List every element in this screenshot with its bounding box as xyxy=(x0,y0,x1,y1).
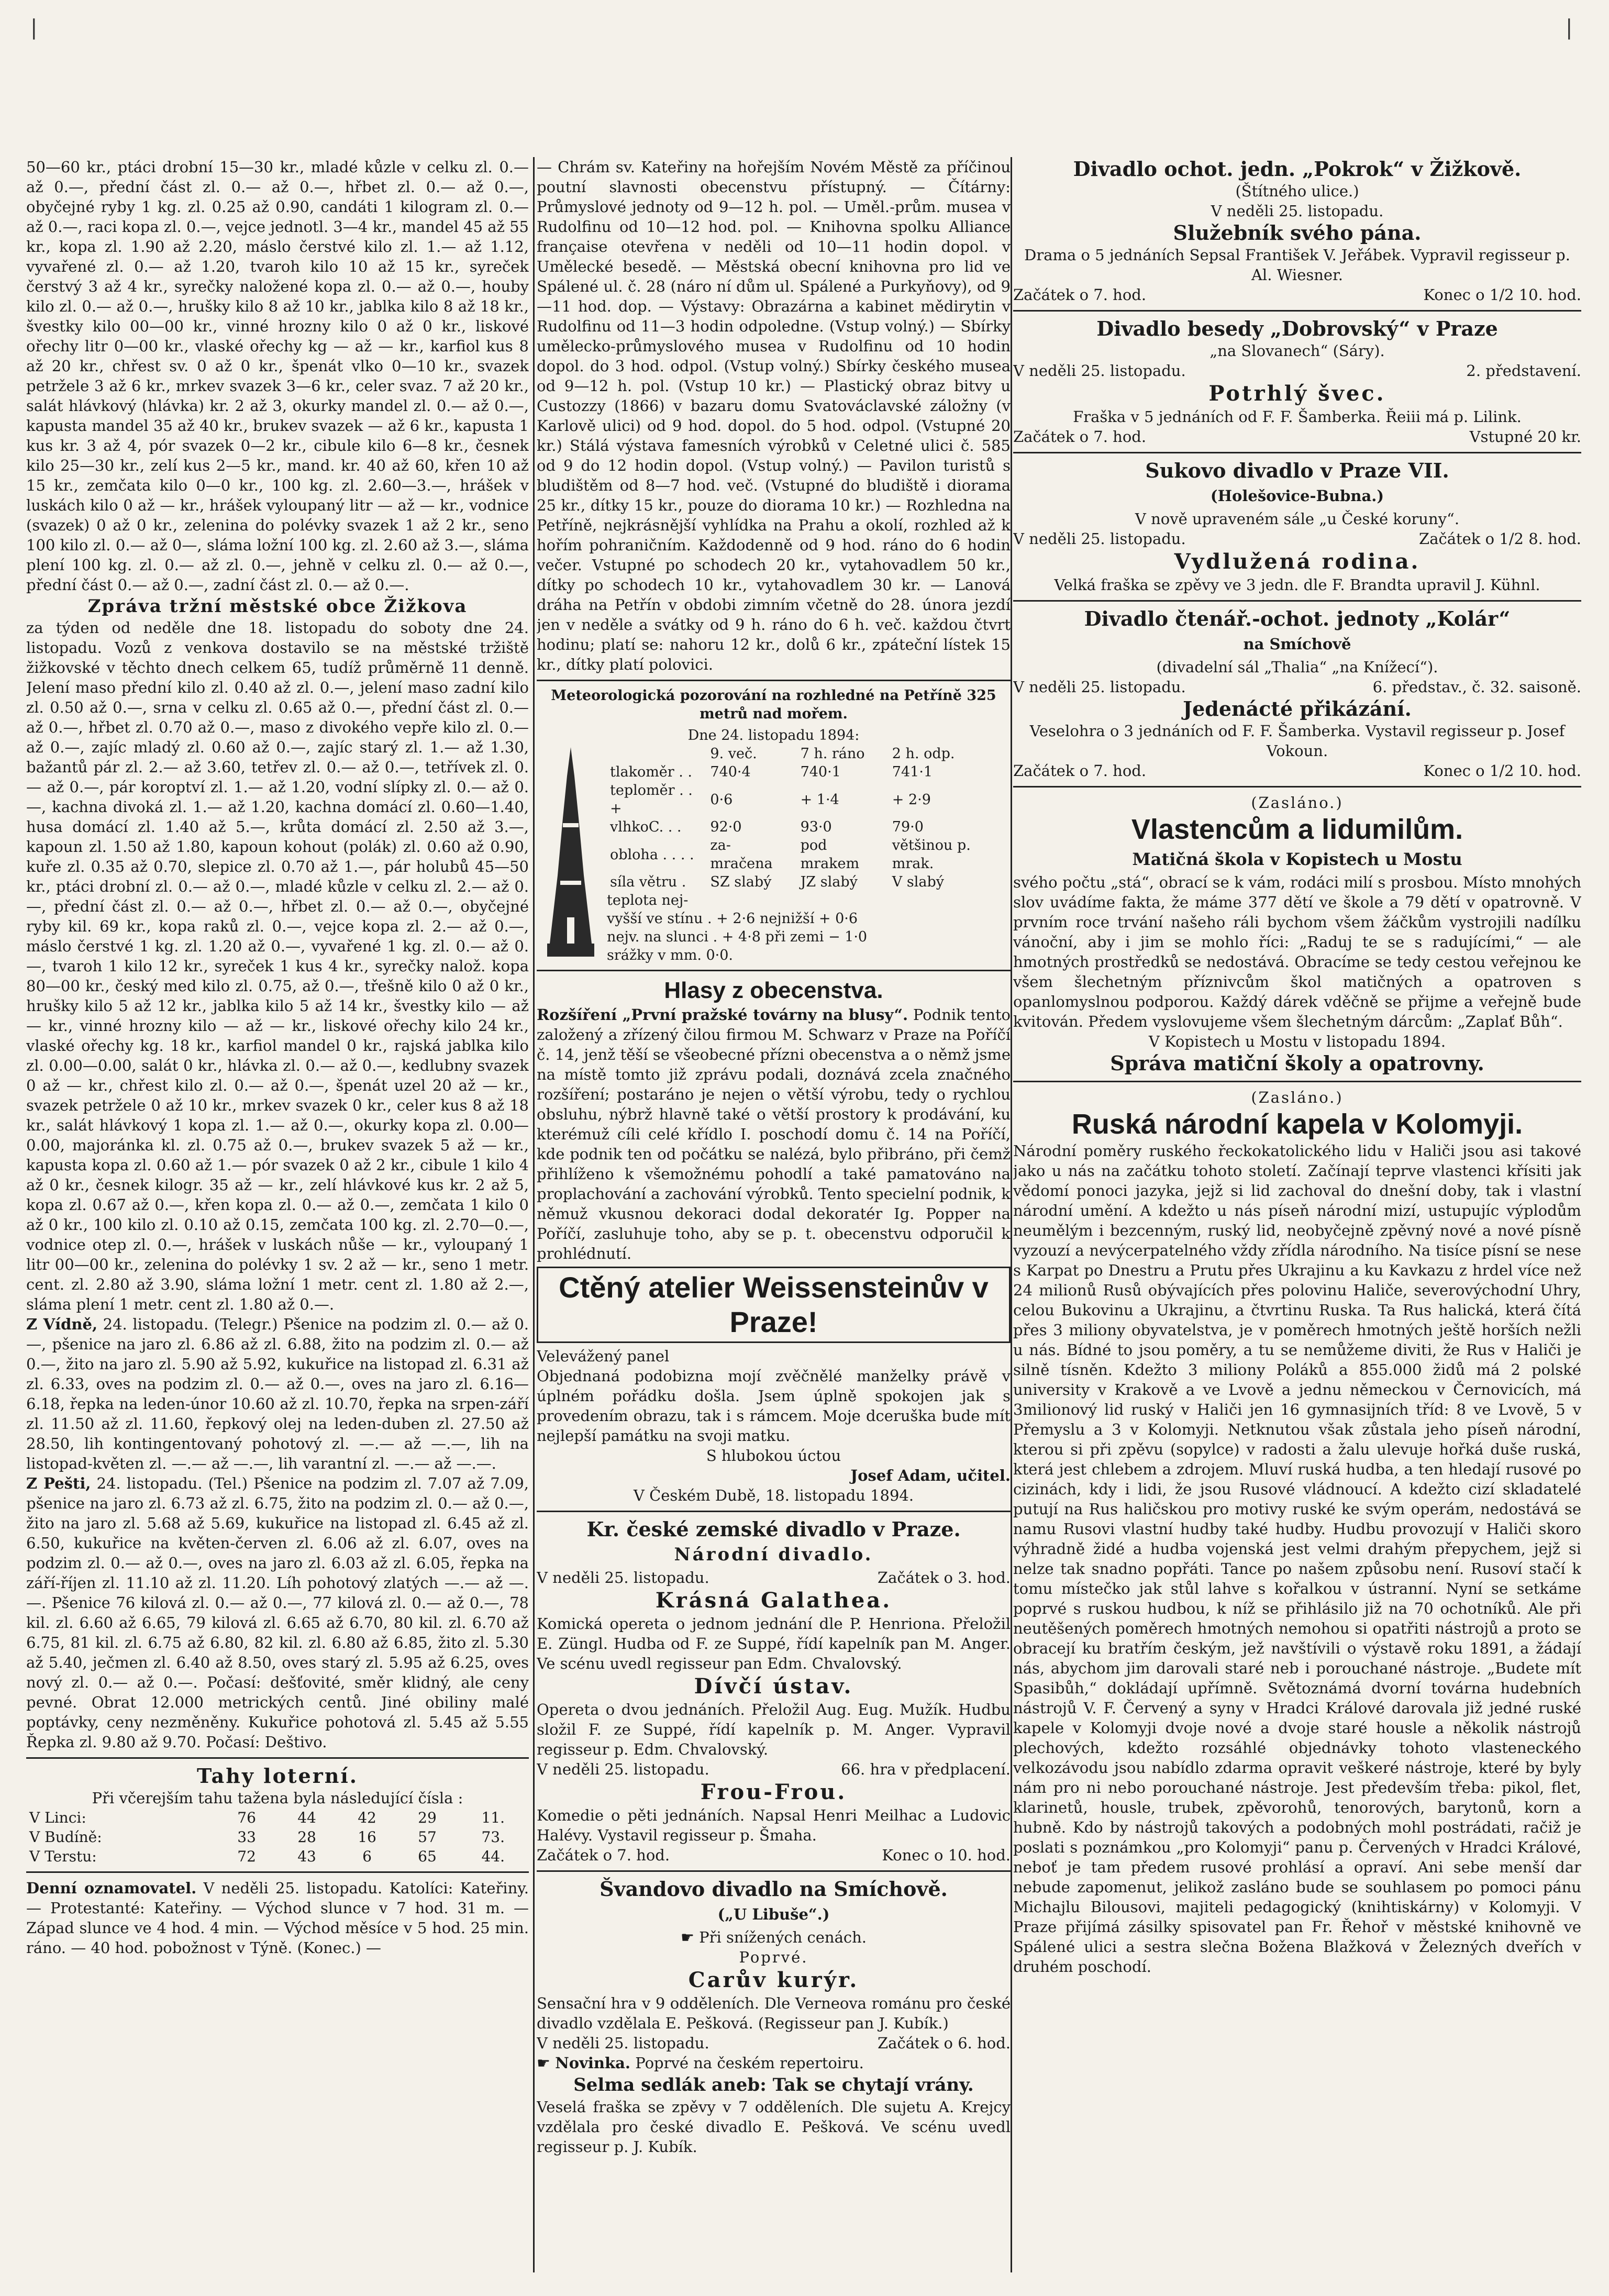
nd-date: V neděli 25. listopadu. xyxy=(537,1569,709,1587)
first-performance: Poprvé. xyxy=(739,1948,808,1966)
pokrok-text: Drama o 5 jednáních Sepsal František V. Jeřábek. Vypravil regisseur p. Al. Wiesner. xyxy=(1024,246,1570,284)
kolar-start: Začátek o 7. hod. xyxy=(1013,762,1147,780)
pest-text: 24. listopadu. (Tel.) Pšenice na podzim zl. 7.07 až 7.09, pšenice na jaro zl. 6.73 až zl. 6.75, žito na podzim zl. 0.— až 0.—, žito na jaro zl. 5.68 až 5.69, kukuřice na listopad zl. 6.45 až zl. 6.50, kukuřice na květen-červen zl. 6.06 až zl. 6.07, oves na podzim zl. 0.— až 0.—, oves na jaro zl. 6.03 až zl. 6.05, řepka na září-říjen zl. 11.10 až zl. 11.20. Líh pohotový zlatých —.— až —.—. Pšenice 76 kilová zl. 0.— až 0.—, 77 kilová zl. 0.— až 0.—, 78 kil. zl. 6.60 až 6.65, 79 kilová zl. 6.65 až 6.70, 80 kil. zl. 6.70 až 6.75, 81 kil. zl. 6.75 až 6.80, 82 kil. zl. 6.80 až 6.85, žito zl. 5.30 až 5.40, ječmen zl. 6.40 až 8.50, oves starý zl. 5.95 až 6.25, oves nový zl. 0.— až 0.—. Počasí: dešťovité, směr klidný, ale ceny pevné. Obrat 12.000 metrických centů. Jiné obiliny malé poptávky, ceny nezměněny. Kukuřice pohotová zl. 5.45 až 5.55 Řepka zl. 9.80 až 9.70. Počasí: Deštivo. xyxy=(26,1474,529,1751)
weather-header-cell: 2 h. odp. xyxy=(892,746,955,762)
hlasy-text: Podnik tento založený a zřízený čilou firmou M. Schwarz v Praze na Poříčí č. 14, jenž těší se všeobecné přízni obecenstva a o němž jsme na místě tomto již zprávu podali, doznává zcela značného rozšíření; postaráno je nejen o větší výrobu, tedy o rychlou obsluhu, nýbrž hlavně také o větší prostory k prodávání, ku kterémuž cíli celé křídlo I. poschodí domu č. 14 na Poříčí, kde podnik ten od počátku se nalézá, bylo přibráno, při čemž přihlíženo k všemožnému pohodlí a také pamatováno na proplachování a zachování výrobků. Tento specielní podnik, k němuž vkusnou dekoraci dodal dekoratér Ig. Popper na Poříčí, zasluhuje toho, aby se p. t. obecenstvu odporučil k prohlédnutí. xyxy=(537,1006,1011,1262)
vlastencum-signature: Správa matiční školy a opatrovny. xyxy=(1110,1051,1484,1075)
frou-end: Konec o 10. hod. xyxy=(882,1846,1011,1864)
weather-extra-line: srážky v mm. 0·0. xyxy=(607,947,734,963)
frou-start: Začátek o 7. hod. xyxy=(537,1846,670,1864)
weather-cell: 740·4 xyxy=(710,764,751,780)
kolar-heading: Divadlo čtenář.-ochot. jednoty „Kolár“ xyxy=(1084,607,1511,630)
weather-cell: 93·0 xyxy=(800,819,832,835)
sv-date: V neděli 25. listopadu. xyxy=(537,2034,709,2052)
weather-header-cell: 9. več. xyxy=(710,746,757,762)
sukovo-sub: (Holešovice-Bubna.) xyxy=(1210,487,1384,505)
zizkov-market-heading: Zpráva tržní městské obce Žižkova xyxy=(87,596,468,617)
theatre-heading: Kr. české zemské divadlo v Praze. xyxy=(586,1517,961,1541)
weather-date: Dne 24. listopadu 1894: xyxy=(687,727,860,744)
kolar-text: Veselohra o 3 jednáních od F. F. Šamberka. Vystavil regisseur p. Josef Vokoun. xyxy=(1029,722,1565,760)
novinka-label: Novinka. xyxy=(555,2054,631,2072)
lottery-number: 43 xyxy=(297,1848,316,1865)
lottery-city: V Linci: xyxy=(29,1809,86,1826)
divider xyxy=(1013,600,1581,602)
dobrovsky-text: Fraška v 5 jednáních od F. F. Šamberka. Řeiii má p. Lilink. xyxy=(1073,408,1522,426)
weather-label: obloha . . . . xyxy=(610,846,694,863)
pokrok-schedule xyxy=(1013,285,1581,305)
divider xyxy=(537,1870,1011,1872)
lottery-number: 57 xyxy=(418,1828,437,1846)
weather-extra-line: teplota nej- xyxy=(607,892,689,908)
weather-cell: 741·1 xyxy=(892,764,933,780)
kolar-place: (divadelní sál „Thalia“ „na Knížecí“). xyxy=(1156,658,1438,676)
lottery-city: V Terstu: xyxy=(29,1848,97,1865)
kapela-heading: Ruská národní kapela v Kolomyji. xyxy=(1071,1108,1523,1140)
divider xyxy=(26,1757,529,1759)
sukovo-schedule xyxy=(1013,529,1581,549)
weather-cell: + 2·9 xyxy=(892,791,931,808)
column-events-theatre xyxy=(537,157,1011,2272)
hlasy-heading: Hlasy z obecenstva. xyxy=(664,978,883,1003)
national-theatre-heading: Národní divadlo. xyxy=(674,1544,873,1565)
divider xyxy=(1013,310,1581,312)
pokrok-date: V neděli 25. listopadu. xyxy=(1211,202,1384,220)
zaslano-label: (Zasláno.) xyxy=(1251,794,1344,812)
dobrovsky-start: Začátek o 7. hod. xyxy=(1013,428,1147,446)
weather-cell: pod mrakem xyxy=(800,837,860,872)
weather-label: teploměr . . + xyxy=(610,782,693,817)
weather-label: síla větru . xyxy=(610,874,686,890)
lottery-table xyxy=(26,1808,529,1866)
weather-cell: V slabý xyxy=(892,874,945,890)
dobrovsky-sub: „na Slovanech“ (Sáry). xyxy=(1209,342,1385,360)
nd-date: V neděli 25. listopadu. xyxy=(537,1760,709,1778)
dobrovsky-schedule-2 xyxy=(1013,427,1581,447)
market-prague-text: 50—60 kr., ptáci drobní 15—30 kr., mladé kůzle v celku zl. 0.— až 0.—, přední část zl. 0.— až 0.—, hřbet zl. 0.— až 0.—, obyčejné ryby 1 kg. zl. 0.25 až 0.90, candáti 1 kilogram zl. 0.— až 0.—, raci kopa zl. 0.—, vejce jednotl. 3—4 kr., mandel 45 až 55 kr., kopa zl. 1.90 až 2.20, máslo čerstvé kilo zl. 1.— až 1.12, vyvařené zl. 0.— až 1.20, tvaroh kilo 10 až 15 kr., syreček čerstvý 3 až 4 kr., syrečky naložené kopa zl. 0.— až 0.—, houby kilo zl. 0.— až 0.—, hrušky kilo 8 až 10 kr., jablka kilo 8 až 18 kr., švestky kilo 00—00 kr., vinné hrozny kilo 0 až 0 kr., liskové ořechy litr 0—00 kr., vlaské ořechy kg — až — kr., karfiol kus 8 až 20 kr., chřest sv. 0 až 0 kr., špenát vlko 0—10 kr., svazek petržele 3 až 6 kr., mrkev svazek 3—6 kr., celer svaz. 7 až 20 kr., salát hlávkový (hlávka) kr. 2 až 3, okurky mandel zl. 0.— až 0.—, kapusta mandel 35 až 40 kr., brukev svazek — až 6 kr., kapusta 1 kus kr. 3 až 4, pór svazek 0—2 kr., cibule kilo 6—8 kr., česnek kilo 25—30 kr., zelí kus 2—5 kr., mand. kr. 40 až 60, křen 10 až 15 kr., zemčata kilo 0—0 kr., 100 kg. zl. 2.60—3.—, hrášek v luskách kilo 0 až — kr., hrášek vyloupaný litr — až — kr., vodnice (svazek) 0 až 0 kr., zelenina do polévky svazek 1 až 2 kr., seno 100 kilo zl. 0.— až 0—, sláma ložní 100 kg. zl. 2.60 až 3.—, sláma plení 100 kg. zl. 0.— až zl. 0.—, jehně v celku zl. 0.— až 0.—, přední část 0.— až 0.—, zadní část zl. 0.— až 0.—. xyxy=(26,158,529,594)
page-edge-mark: | xyxy=(1566,16,1573,40)
table-row xyxy=(607,763,1011,781)
play-text-selma: Veselá fraška se zpěvy v 7 odděleních. Dle sujetu A. Krejcy vzdělala pro české divadlo E. Pešková. Ve scénu uvedl regisseur p. J. Kubík. xyxy=(537,2098,1011,2156)
column-theatres-appeals xyxy=(1013,157,1581,2272)
lottery-number: 72 xyxy=(237,1848,256,1865)
lottery-city: V Budíně: xyxy=(29,1828,102,1846)
kolar-nth: 6. představ., č. 32. saisoně. xyxy=(1372,678,1581,696)
dobrovsky-schedule xyxy=(1013,361,1581,381)
pest-lead: Z Pešti, xyxy=(26,1474,91,1492)
table-row xyxy=(607,836,1011,873)
column-rule xyxy=(1011,157,1012,2272)
pokrok-sub: (Štítného ulice.) xyxy=(1235,182,1359,200)
play-title-selma: Selma sedlák aneb: Tak se chytají vrány. xyxy=(573,2075,974,2095)
weather-cell: za- mračena xyxy=(710,837,773,872)
lottery-number: 76 xyxy=(237,1809,256,1826)
weather-table xyxy=(607,745,1011,891)
daily-notice xyxy=(26,1878,529,1958)
dobrovsky-price: Vstupné 20 kr. xyxy=(1469,428,1581,446)
play-text-krasna: Komická opereta o jednom jednání dle P. Henriona. Přeložil E. Züngl. Hudba od F. ze Suppé, řídí kapelník pan M. Anger. Ve scénu uvedl regisseur pan Edm. Chvalovský. xyxy=(537,1615,1011,1672)
zizkov-market-text: za týden od neděle dne 18. listopadu do soboty dne 24. listopadu. Vozů z venkova dostavilo se na městské tržiště žižkovské v těchto dnech celkem 65, tudíž průměrně 11 denně. Jelení maso přední kilo zl. 0.40 až zl. 0.—, jelení maso zadní kilo zl. 0.50 až 0.—, srna v celku zl. 0.65 až 0.—, přední část zl. 0.— až 0.—, hřbet zl. 0.70 až 0.—, maso z divokého vepře kilo zl. 0.— až 0.—, zajíc mladý zl. 0.60 až 0.—, zajíc starý zl. 1.— až 1.30, bažantů pár zl. 2.— až 3.60, tetřev zl. 0.— až 0.—, tetřívek zl. 0.— až 0.—, pár koroptví zl. 1.— až 1.20, vodní slípky zl. 0.— až 0.—, kachna divoká zl. 1.— až 1.20, kachna domácí zl. 0.60—1.40, husa domácí zl. 1.40 až 5.—, krůta domácí zl. 2.50 až 3.—, kapoun zl. 1.50 až 1.80, kapoun kohout (polák) zl. 0.60 až 0.90, kuře zl. 0.35 až 0.70, slepice zl. 0.70 až 1.—, pár holubů 45—50 kr., ptáci drobní zl. 0.— až 0.—, mladé kůzle v celku zl. 2.— až 0.—, přední část zl. 0.— až 0.—, hřbet zl. 0.— až 0.—, obyčejné ryby kil. 69 kr., kopa raků zl. 0.—, vejce kopa zl. 2.— až 0.—, máslo čerstvé 1 kg. zl. 1.20 až 0.—, vyvařené 1 kg. zl. 0.— až 0.—, tvaroh 1 kilo 12 kr., syreček 1 kus 4 kr., syrečky nalož. kopa 80—00 kr., český med kilo zl. 0.75, až 0.—, třešně kilo 0 až 0 kr., hrušky kilo 5 až 12 kr., jablka kilo 5 až 14 kr., švestky kilo — až — kr., vinné hrozny kilo — až — kr., liskové ořechy kilo 24 kr., vlaské ořechy kg. 18 kr., karfiol mandel 0 kr., rajská jablka kilo zl. 0.00—0.00, salát 0 kr., hlávka zl. 0.— až 0.—, kedlubny svazek 0 až — kr., chřest kilo zl. 0.— až 0.—, špenát uzel 20 až — kr., svazek petržele 0 až 10 kr., mrkev svazek 0 kr., celer kus 8 až 18 kr., salát hlávkový 1 kopa zl. 1.— až 0.—, okurky kopa zl. 0.00—0.00, majoránka kl. zl. 0.75 až 0.—, brukev svazek 5 až — kr., kapusta kopa zl. 0.60 až 1.— pór svazek 0 až 2 kr., cibule 1 kilo 4 až 0 kr., česnek kilogr. 35 až — kr., zelí hlávkové kus kr. 2 až 5, kopa zl. 0.67 až 0.—, křen kopa zl. 0.— až 0.—, zemčata 1 kilo 0 až 0 kr., 100 kilo zl. 0.10 až 0.15, zemčata 100 kg. zl. 2.70—0.—, vodnice otep zl. 0.—, hrášek v luskách nůše — kr., vyloupaný 1 litr 00—00 kr., zelenina do polévky 1 sv. 2 až — kr., seno 1 metr. cent. zl. 2.80 až 3.90, sláma ložní 1 metr. cent zl. 1.80 až 2.—, sláma plení 1 metr. cent zl. 1.80 až 0.—. xyxy=(26,619,529,1313)
sv-start: Začátek o 6. hod. xyxy=(877,2034,1011,2052)
vlastencum-text: svého počtu „stá“, obrací se k vám, rodáci milí s prosbou. Místo mnohých slov uvádíme fakta, že máme 377 dětí ve škole a 79 dětí v opatrovně. V prvním roce trvání našeho ráli bychom všem žáčkům vystrojili nadílku vánoční, aby i jim se mohlo říci: „Raduj te se s radujícími,“ — ale hmotných prostředků se nedostává. Obracíme se tedy cestou veřejnou ke všem šlechetným příznivcům škol matičných a opatroven s opanlomyslnou podporou. Každý dárek vděčně se přijme a veřejně bude kvitován. Předem vyslovujeme všem šlechetným dárcům: „Zaplať Bůh“. xyxy=(1013,873,1581,1030)
pest-report xyxy=(26,1473,529,1752)
weather-extra-line: nejv. na slunci . + 4·8 při zemi − 1·0 xyxy=(607,929,868,945)
weather-label: tlakoměr . . xyxy=(610,764,693,780)
atelier-closing: S hlubokou úctou xyxy=(706,1447,841,1465)
table-row xyxy=(607,745,1011,763)
vienna-text: 24. listopadu. (Telegr.) Pšenice na podzim zl. 0.— až 0.—, pšenice na jaro zl. 6.86 až zl. 6.88, žito na podzim zl. 0.— až 0.—, žito na jaro zl. 5.90 až 5.92, kukuřice na listopad zl. 6.31 až zl. 6.33, oves na podzim zl. 0.— až 0.—, oves na jaro zl. 6.16—6.18, řepka na leden-únor 10.60 až zl. 10.70, řepka na srpen-září zl. 11.50 až zl. 11.60, řepkový olej na leden-duben zl. 27.50 až 28.50, lih kontingentovaný pohotový zl. —.— až —.—, lih na listopad-květen zl. —.— až —.—, lih varantní zl. —.— až —.—. xyxy=(26,1315,529,1472)
pointing-hand-icon: ☛ xyxy=(537,2054,550,2072)
play-text-caruv: Sensační hra v 9 odděleních. Dle Verneova románu pro české divadlo vzdělala E. Pešková. (Regisseur pan J. Kubík.) xyxy=(537,1994,1011,2032)
table-row xyxy=(607,873,1011,891)
weather-cell: JZ slabý xyxy=(800,874,858,890)
lottery-number: 6 xyxy=(362,1848,372,1865)
divider xyxy=(537,1511,1011,1512)
divider xyxy=(1013,1081,1581,1082)
divider xyxy=(537,680,1011,681)
svandovo-heading: Švandovo divadlo na Smíchově. xyxy=(600,1877,948,1901)
divider xyxy=(26,1871,529,1873)
table-row xyxy=(607,781,1011,818)
pokrok-title: Služebník svého pána. xyxy=(1173,221,1422,245)
lottery-number: 42 xyxy=(358,1809,376,1826)
vlastencum-place: V Kopistech u Mostu v listopadu 1894. xyxy=(1148,1033,1446,1050)
page-edge-mark: | xyxy=(30,16,38,40)
lottery-number: 33 xyxy=(237,1828,256,1846)
weather-header-cell: 7 h. ráno xyxy=(800,746,865,762)
pokrok-heading: Divadlo ochot. jedn. „Pokrok“ v Žižkově. xyxy=(1073,157,1522,181)
play-title-caruv: Carův kurýr. xyxy=(688,1968,859,1992)
table-row xyxy=(26,1827,529,1847)
column-rule xyxy=(533,157,535,2272)
weather-cell: 92·0 xyxy=(710,819,742,835)
weather-cell: 0·6 xyxy=(710,791,733,808)
play-title-frou: Frou-Frou. xyxy=(700,1780,847,1804)
sukovo-heading: Sukovo divadlo v Praze VII. xyxy=(1145,459,1449,482)
dobrovsky-heading: Divadlo besedy „Dobrovský“ v Praze xyxy=(1096,317,1498,340)
lottery-heading: Tahy loterní. xyxy=(196,1764,359,1788)
kolar-schedule-2 xyxy=(1013,761,1581,781)
divider xyxy=(1013,786,1581,787)
nd-schedule xyxy=(537,1568,1011,1588)
column-market-reports xyxy=(26,157,529,2272)
pokrok-start: Začátek o 7. hod. xyxy=(1013,286,1147,304)
play-text-divci: Opereta o dvou jednáních. Přeložil Aug. Eug. Mužík. Hudbu složil F. ze Suppé, řídí kapelník p. M. Anger. Vypravil regisseur p. Edm. Chvalovský. xyxy=(537,1701,1011,1758)
nd-schedule-2 xyxy=(537,1759,1011,1779)
petrin-tower-illustration xyxy=(542,745,600,964)
table-row xyxy=(607,818,1011,836)
dobrovsky-date: V neděli 25. listopadu. xyxy=(1013,362,1186,380)
weather-title: Meteorologická pozorování na rozhledné na Petříně 325 metrů nad mořem. xyxy=(551,687,996,722)
atelier-salutation: Velevážený panel xyxy=(537,1347,670,1365)
frou-schedule xyxy=(537,1845,1011,1865)
lottery-number: 65 xyxy=(418,1848,437,1865)
lottery-number: 16 xyxy=(358,1828,376,1846)
zaslano-label: (Zasláno.) xyxy=(1251,1089,1344,1106)
kolar-end: Konec o 1/2 10. hod. xyxy=(1423,762,1581,780)
dobrovsky-title: Potrhlý švec. xyxy=(1208,381,1386,406)
novinka-text: Poprvé na českém repertoiru. xyxy=(635,2054,864,2072)
divider xyxy=(1013,452,1581,453)
svandovo-prices xyxy=(537,1927,1011,1947)
sukovo-date: V neděli 25. listopadu. xyxy=(1013,530,1186,548)
svandovo-prices-text: Při snížených cenách. xyxy=(699,1928,867,1946)
lottery-number: 29 xyxy=(418,1809,437,1826)
vlastencum-lead: Matičná škola v Kopistech u Mostu xyxy=(1132,849,1462,869)
pokrok-end: Konec o 1/2 10. hod. xyxy=(1423,286,1581,304)
weather-cell: 79·0 xyxy=(892,819,924,835)
hlasy-article xyxy=(537,1005,1011,1263)
atelier-heading: Ctěný atelier Weissensteinův v Praze! xyxy=(537,1267,1011,1343)
vlastencum-heading: Vlastencům a lidumilům. xyxy=(1131,814,1463,845)
daily-notice-text: V neděli 25. listopadu. Katolíci: Kateřiny. — Protestanté: Kateřiny. — Východ slunce v 7 hod. 31 m. — Západ slunce ve 4 hod. 4 min. — Východ měsíce v 5 hod. 25 min. ráno. — 40 hod. pobožnost v Týně. (Konec.) — xyxy=(26,1879,529,1957)
nd-start: Začátek o 3. hod. xyxy=(877,1569,1011,1587)
kolar-title: Jedenácté přikázání. xyxy=(1183,697,1412,720)
hlasy-lead: Rozšíření „První pražské továrny na blusy“. xyxy=(537,1006,908,1024)
lottery-number: 44. xyxy=(481,1848,505,1865)
weather-extra-line: vyšší ve stínu . + 2·6 nejnižší + 0·6 xyxy=(607,911,858,927)
daily-notice-lead: Denní oznamovatel. xyxy=(26,1879,197,1897)
lottery-subheading: Při včerejším tahu tažena byla následující čísla : xyxy=(92,1789,463,1807)
kolar-sub: na Smíchově xyxy=(1243,635,1351,653)
nd-performance: 66. hra v předplacení. xyxy=(841,1760,1011,1778)
play-title-krasna: Krásná Galathea. xyxy=(655,1588,892,1613)
sv-schedule xyxy=(537,2033,1011,2053)
divider xyxy=(537,970,1011,971)
vienna-lead: Z Vídně, xyxy=(26,1315,98,1333)
svandovo-subheading: („U Libuše“.) xyxy=(717,1905,830,1923)
table-row xyxy=(26,1847,529,1866)
weather-header-cell xyxy=(607,745,707,763)
lottery-number: 28 xyxy=(297,1828,316,1846)
lottery-number: 44 xyxy=(297,1809,316,1826)
pointing-hand-icon: ☛ xyxy=(680,1928,694,1946)
sukovo-place: V nově upraveném sále „u České koruny“. xyxy=(1135,510,1460,528)
novinka-line xyxy=(537,2053,1011,2073)
weather-cell: SZ slabý xyxy=(710,874,772,890)
table-row xyxy=(26,1808,529,1827)
sukovo-text: Velká fraška se zpěvy ve 3 jedn. dle F. Brandta upravil J. Kühnl. xyxy=(1054,576,1540,594)
sukovo-title: Vydlužená rodina. xyxy=(1174,549,1421,574)
weather-cell: 740·1 xyxy=(800,764,841,780)
weather-cell: + 1·4 xyxy=(800,791,839,808)
atelier-signature: Josef Adam, učitel. xyxy=(850,1467,1011,1484)
play-title-divci: Dívčí ústav. xyxy=(694,1674,853,1699)
weather-cell: většinou p. mrak. xyxy=(892,837,971,872)
lottery-number: 11. xyxy=(481,1809,505,1826)
sights-text: — Chrám sv. Kateřiny na hořejším Novém Městě za příčinou poutní slavnosti obecenstvu přístupný. — Čítárny: Průmyslové jednoty od 9—12 h. pol. — Uměl.-prům. musea v Rudolfinu od 10—12 hod. pol. — Knihovna spolku Alliance française otevřena v neděli od 10—11 hodin dopol. v Umělecké besedě. — Městská obecní knihovna pro lid ve Spálené ul. č. 28 (náro ní dům ul. Spálené a Purkyňovy), od 9—11 hod. dop. — Výstavy: Obrazárna a kabinet mědirytin v Rudolfinu od 11—3 hodin odpoledne. (Vstup volný.) — Sbírky umělecko-průmyslového musea v Rudolfinu od 10 hodin dopol. do 3 hod. odpol. (Vstup volný.) Sbírky českého musea od 9—12 h. pol. (Vstup 10 kr.) — Plastický obraz bitvy u Custozzy (1866) v bazaru domu Svatováclavské záložny (v Karlově ulici) od 9 hod. dopol. do 5 hod. odpol. (Vstupné 20 kr.) Stálá výstava famesních výrobků v Celetné ulici č. 585 od 9 do 12 hodin dopol. (Vstup volný.) — Pavilon turistů s bludištěm od 8—7 hod. več. (Vstupné do bludiště i diorama 25 kr., dítky 15 kr., pouze do diorama 10 kr.) — Rozhledna na Petříně, nejkrásnější vyhlídka na Prahu a okolí, rozhled až k hořím pohraničním. Každodenně od 9 hod. ráno do 6 hodin večer. Vstupné po schodech 20 kr., vytahovadlem 50 kr., dítky po schodech 10 kr., vytahovadlem 30 kr. — Lanová dráha na Petřín v obdobi zimním včetně do 28. února jezdí jen v neděle a svátky od 9 h. ráno do 6 h. več. každou čtvrt hodinu; platí se: nahoru 12 kr., dolů 6 kr., zpáteční lístek 15 kr., dítky platí polovici. xyxy=(537,158,1011,673)
weather-box xyxy=(537,745,1011,964)
weather-label: vlhkoC. . . xyxy=(610,819,682,835)
vienna-report xyxy=(26,1314,529,1473)
play-text-frou: Komedie o pěti jednáních. Napsal Henri Meilhac a Ludovic Halévy. Vystavil regisseur p. Šmaha. xyxy=(537,1806,1011,1844)
dobrovsky-nth: 2. představení. xyxy=(1466,362,1581,380)
kolar-date: V neděli 25. listopadu. xyxy=(1013,678,1186,696)
atelier-place: V Českém Dubě, 18. listopadu 1894. xyxy=(633,1487,914,1504)
atelier-text: Objednaná podobizna mojí zvěčnělé manželky právě v úplném pořádku došla. Jsem úplně spokojen jak s provedením obrazu, tak i s rámcem. Moje dceruška bude mít nejlepší památku na svoji matku. xyxy=(537,1367,1011,1445)
sukovo-start: Začátek o 1/2 8. hod. xyxy=(1419,530,1581,548)
kapela-text: Národní poměry ruského řeckokatolického lidu v Haliči jsou asi takové jako u nás na začátku tohoto století. Začínají teprve vlastenci křísiti jak vědomí ponoci jazyka, jejž si lid zachoval do dnešní doby, tak i vlastní národní umění. A kdežto u nás píseň národní mizí, ustupujíc výplodům neumělým i bezcenným, ruský lid, neobyčejně zpěvný nové a nové písně vyzouzí a nevýcerpatelného vždy zřídla národního. Na tisíce písní se nese s Karpat po Dnestru a Prutu přes Ukrajinu a ku Kavkazu z hrdel více než 24 milionů Rusů obývajících přes polovinu Haliče, severovýchodní Uhry, celou Bukovinu a Ukrajinu, a čtvrtinu Ruska. Ta Rus halická, která čítá přes 3 miliony obyvatelstva, je v poměrech hmotných ještě horších nežli u nás. Bídné to jsou poměry, a tu se nemůžeme diviti, že Rus v Haliči je silně tísněn. Kdežto 3 miliony Poláků a 855.000 židů má 2 polské university v Krakově a ve Lvově a jednu německou v Černovicích, má 3milionový lid ruský v Haliči jen 16 gymnasijních tříd: 8 ve Lvově, 5 v Přemyslu a 3 v Kolomyji. Netknutou však zůstala jeho píseň národní, kterou si při zpěvu (sopylce) v radosti a žalu ulevuje hořká duše ruská, která jest chlebem a zdrojem. Mluví ruská hudba, a ten hledají rusové po cizinách, kdy i lidi, že jsou Rusové vládnoucí. A kdežto cizí skladatelé putují na Rus haličskou pro motivy ruské ke svým operám, nedostává se namu Rusovi vlastní hudby také hudby. Hudbu provozují v Haliči skoro výhradně židé a hudba vojenská jest velmi drahým přepychem, jejž si nelze tak snadno popřáti. Tance po našem způsobu není. Rusoví stačí k tomu místečko jak stůl lahve s kořalkou v ústranní. Nyní se setkáme poprvé s ruskou hudbou, k níž se přihlásilo již na 70 ochotníků. Ale při neutěšených poměrech hmotných nemohou si opatřiti nástrojů a proto se obracejí ku bratřím českým, jež navštívili o výstavě roku 1891, a žádají nás, abychom jim darovali staré neb i porouchané nástroje. „Budete mít Spasibůh,“ dokládají upřímně. Světoznámá dvorní továrna hudebních nástrojů V. F. Červený a syny v Hradci Králové darovala již jedné ruské kapele v Kolomyji dvoje nové a dvoje staré housle a několik nástrojů plechových, kdežto rozsáhlé objednávky tohoto vlasteneckého velkozávodu jsou nabídlo zdarma opravit veškeré nástroje, které by byly nám pro ni nebo porouchané nástroje. Jest především třeba: pikol, flet, klarinetů, housle, trubek, zpěvorohů, tenorových, barytonů, korn a hubně. Kdo by nástrojů takových a podobných mohl postrádati, račiž je poslati s poznámkou „pro Kolomyji“ panu p. Červených v Hradci Králové, neboť je tam předem rusové prohlásí a opraví. Ani sebe menší dar nebude zapomenut, jelikož zasláno bude se souhlasem po pomoci pánu Michajlu Bilousovi, majiteli pedagogický (knihtiskárny) v Kolomyji. V Praze přijímá zásilky spisovatel pan Fr. Řehoř v městské knihovně ve Spálené ulici a sestra slečna Božena Blažková v Železných dveřích v druhém poschodí. xyxy=(1013,1142,1581,1976)
lottery-number: 73. xyxy=(481,1828,505,1846)
kolar-schedule xyxy=(1013,677,1581,697)
